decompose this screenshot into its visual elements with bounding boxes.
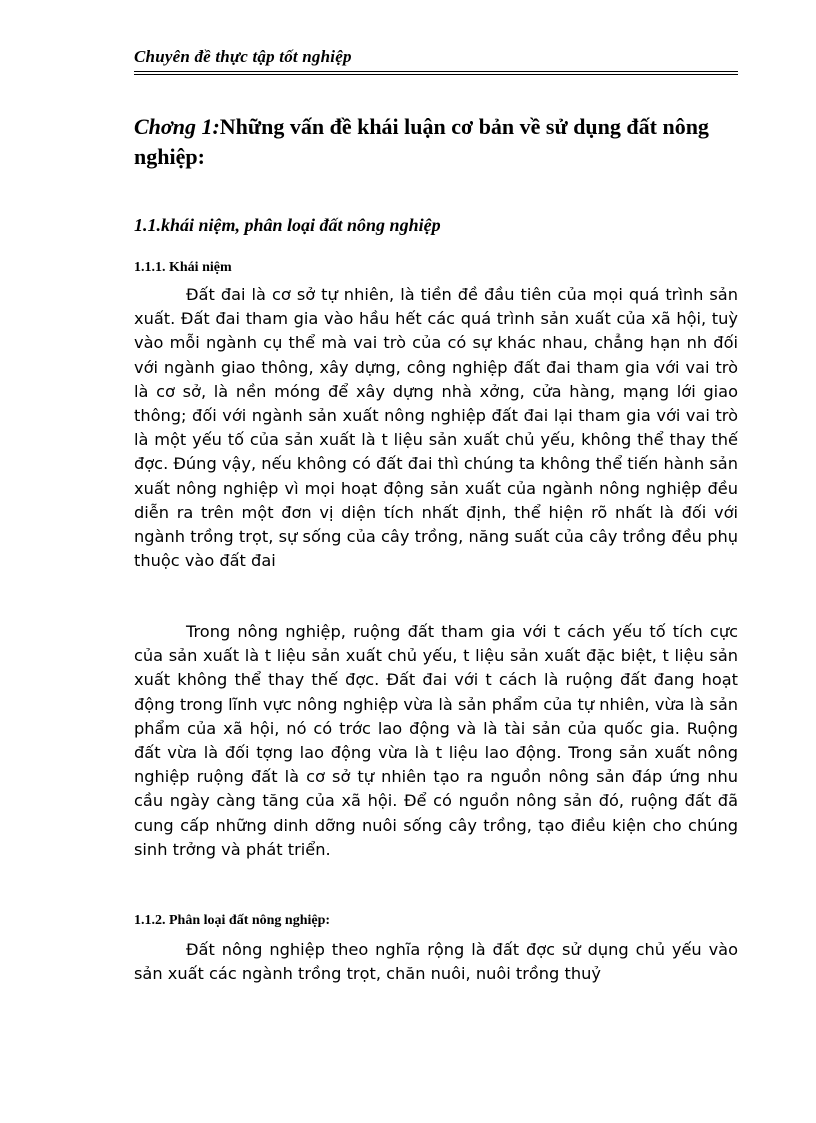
chapter-title: Những vấn đề khái luận cơ bản về sử dụng đất nông nghiệp:	[134, 114, 709, 169]
chapter-label: Chơng 1:	[134, 114, 220, 139]
section-heading: 1.1.khái niệm, phân loại đất nông nghiệp	[134, 215, 441, 235]
subsection-heading-concept: 1.1.1. Khái niệm	[134, 260, 232, 275]
header-rule-bottom	[134, 74, 738, 75]
paragraph-concept-2: Trong nông nghiệp, ruộng đất tham gia với t cách yếu tố tích cực của sản xuất là t liệu sản xuất chủ yếu, t liệu sản xuất đặc biệt, t liệu sản xuất không thể thay thế đợc. Đất đai với t cách là ruộng đất đang hoạt động trong lĩnh vực nông nghiệp vừa là sản phẩm của tự nhiên, vừa là sản phẩm của xã hội, nó có trớc lao động và là tài sản của quốc gia. Ruộng đất vừa là đối tợng lao động vừa là t liệu lao động. Trong sản xuất nông nghiệp ruộng đất là cơ sở tự nhiên tạo ra nguồn nông sản đáp ứng nhu cầu ngày càng tăng của xã hội. Để có nguồn nông sản đó, ruộng đất đã cung cấp những dinh dỡng nuôi sống cây trồng, tạo điều kiện cho chúng sinh trởng và phát triển.	[134, 622, 738, 859]
header-title: Chuyên đề thực tập tốt nghiệp	[134, 47, 352, 66]
page-header	[134, 46, 738, 68]
paragraph-classification-1: Đất nông nghiệp theo nghĩa rộng là đất đợc sử dụng chủ yếu vào sản xuất các ngành trồng trọt, chăn nuôi, nuôi trồng thuỷ	[134, 940, 738, 984]
chapter-heading	[134, 112, 738, 172]
paragraph-concept-1: Đất đai là cơ sở tự nhiên, là tiền đề đầu tiên của mọi quá trình sản xuất. Đất đai tham gia vào hầu hết các quá trình sản xuất của xã hội, tuỳ vào mỗi ngành cụ thể mà vai trò của có sự khác nhau, chẳng hạn nh đối với ngành giao thông, xây dựng, công nghiệp đất đai tham gia với vai trò là cơ sở, là nền móng để xây dựng nhà xởng, cửa hàng, mạng lới giao thông; đối với ngành sản xuất nông nghiệp đất đai lại tham gia với vai trò là một yếu tố của sản xuất là t liệu sản xuất chủ yếu, không thể thay thế đợc. Đúng vậy, nếu không có đất đai thì chúng ta không thể tiến hành sản xuất nông nghiệp vì mọi hoạt động sản xuất của ngành nông nghiệp đều diễn ra trên một đơn vị diện tích nhất định, thể hiện rõ nhất là đối với ngành trồng trọt, sự sống của cây trồng, năng suất của cây trồng đều phụ thuộc vào đất đai	[134, 285, 738, 571]
header-rule-top	[134, 71, 738, 72]
subsection-heading-classification: 1.1.2. Phân loại đất nông nghiệp:	[134, 913, 331, 928]
